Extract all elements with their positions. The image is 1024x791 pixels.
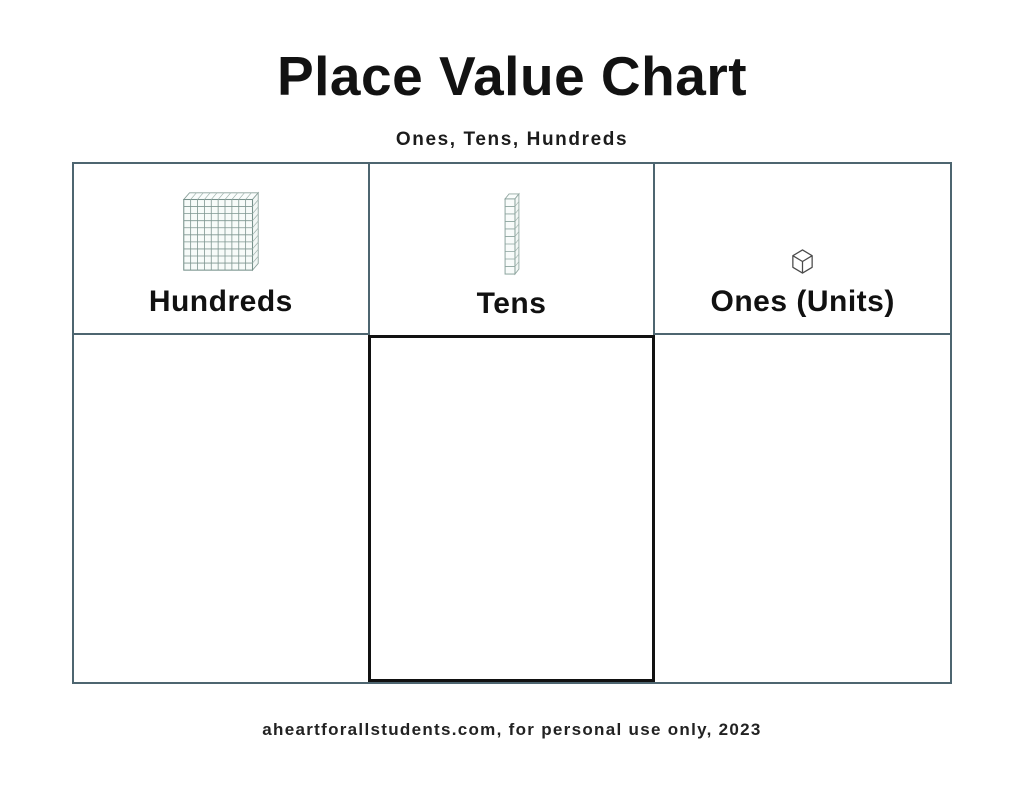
column-label-hundreds: Hundreds	[148, 285, 293, 318]
column-header-tens	[368, 164, 656, 335]
page-title: Place Value Chart	[276, 45, 748, 107]
tens-rod-icon	[500, 188, 523, 278]
column-header-ones	[655, 164, 950, 335]
cell-hundreds-workspace	[74, 335, 368, 682]
footer-attribution: aheartforallstudents.com, for personal use only, 2023	[262, 720, 762, 739]
ones-cube-icon	[789, 186, 816, 276]
column-label-tens: Tens	[476, 287, 547, 320]
place-value-table	[72, 162, 952, 684]
column-label-ones: Ones (Units)	[710, 285, 895, 318]
page-subtitle: Ones, Tens, Hundreds	[395, 129, 629, 150]
hundreds-flat-icon	[179, 186, 263, 276]
column-header-hundreds	[74, 164, 368, 335]
cell-ones-workspace	[655, 335, 950, 682]
cell-tens-workspace	[368, 335, 656, 682]
